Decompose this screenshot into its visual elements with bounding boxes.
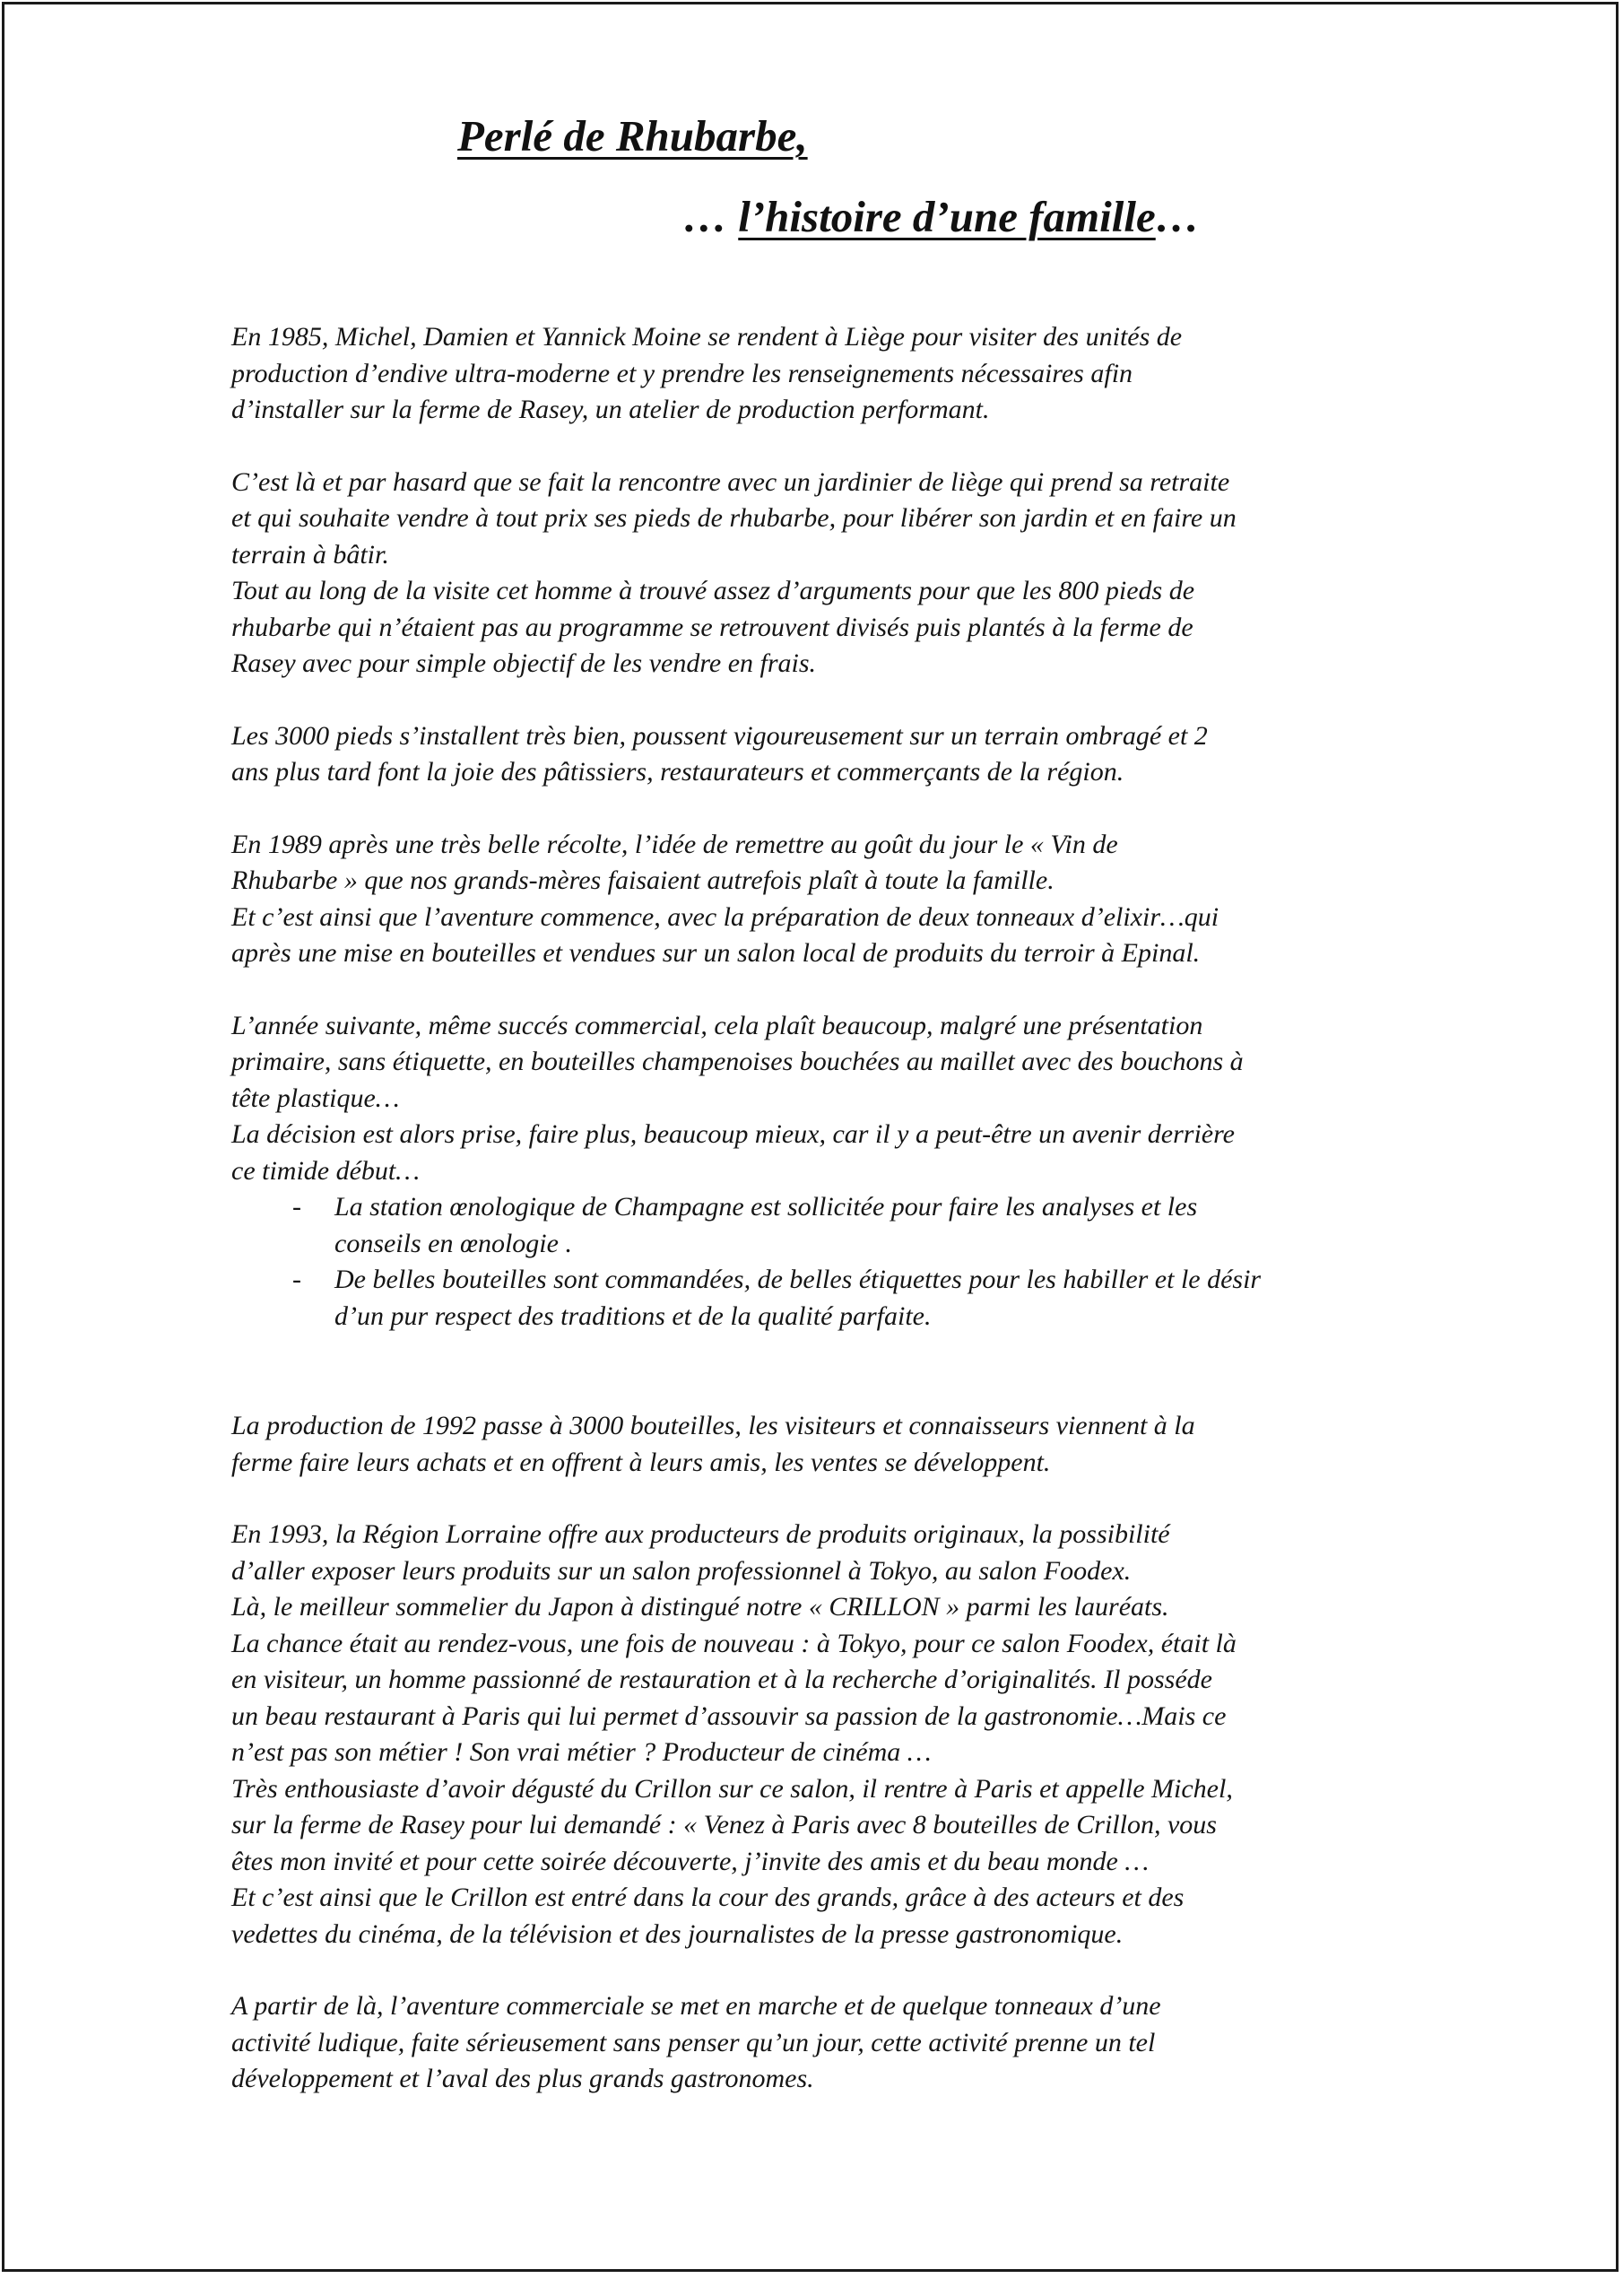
- text-line: La production de 1992 passe à 3000 bouteilles, les visiteurs et connaisseurs viennent à la: [231, 1411, 1195, 1440]
- text-line: Tout au long de la visite cet homme à trouvé assez d’arguments pour que les 800 pieds de: [231, 576, 1195, 605]
- text-line: A partir de là, l’aventure commerciale se met en marche et de quelque tonneaux d’une: [231, 1991, 1161, 2021]
- text-line: ce timide début…: [231, 1155, 420, 1186]
- document-title: Perlé de Rhubarbe,: [457, 111, 808, 161]
- paragraph-annee-suivante: [231, 1008, 1442, 1335]
- text-line: L’année suivante, même succés commercial, cela plaît beaucoup, malgré une présentation: [231, 1010, 1203, 1040]
- text-line: ans plus tard font la joie des pâtissiers, restaurateurs et commerçants de la région.: [231, 757, 1124, 787]
- list-item: [231, 1189, 1442, 1262]
- paragraph-jardinier: [231, 465, 1442, 683]
- text-line: La chance était au rendez-vous, une fois de nouveau : à Tokyo, pour ce salon Foodex, était là: [231, 1628, 1237, 1658]
- text-line: En 1989 après une très belle récolte, l’idée de remettre au goût du jour le « Vin de: [231, 829, 1118, 859]
- text-line: C’est là et par hasard que se fait la rencontre avec un jardinier de liège qui prend sa retraite: [231, 466, 1230, 497]
- paragraph-1992: [231, 1408, 1442, 1481]
- text-line: d’aller exposer leurs produits sur un salon professionnel à Tokyo, au salon Foodex.: [231, 1555, 1132, 1586]
- bullet-dash: -: [292, 1192, 301, 1222]
- paragraph-1989: [231, 827, 1442, 972]
- paragraph-1993: [231, 1517, 1442, 1952]
- text-line: La station œnologique de Champagne est sollicitée pour faire les analyses et les: [334, 1192, 1198, 1222]
- bullet-dash: -: [292, 1265, 301, 1294]
- text-line: En 1985, Michel, Damien et Yannick Moine se rendent à Liège pour visiter des unités de: [231, 322, 1183, 352]
- text-line: développement et l’aval des plus grands gastronomes.: [231, 2064, 814, 2093]
- text-line: après une mise en bouteilles et vendues sur un salon local de produits du terroir à Epinal.: [231, 938, 1201, 968]
- paragraph-conclusion: [231, 1988, 1442, 2098]
- document-body: [231, 319, 1442, 2134]
- text-line: activité ludique, faite sérieusement sans penser qu’un jour, cette activité prenne un tel: [231, 2027, 1156, 2057]
- text-line: primaire, sans étiquette, en bouteilles champenoises bouchées au maillet avec des bouchons à: [231, 1047, 1244, 1076]
- text-line: Là, le meilleur sommelier du Japon à distingué notre « CRILLON » parmi les lauréats.: [231, 1592, 1169, 1622]
- text-line: La décision est alors prise, faire plus, beaucoup mieux, car il y a peut-être un avenir derrière: [231, 1119, 1235, 1149]
- text-line: Et c’est ainsi que l’aventure commence, avec la préparation de deux tonneaux d’elixir…qui: [231, 901, 1219, 932]
- text-line: un beau restaurant à Paris qui lui permet d’assouvir sa passion de la gastronomie…Mais ce: [231, 1700, 1227, 1731]
- text-line: ferme faire leurs achats et en offrent à leurs amis, les ventes se développent.: [231, 1447, 1051, 1477]
- subtitle-ellipsis-start: …: [683, 192, 739, 241]
- text-line: en visiteur, un homme passionné de restauration et à la recherche d’originalités. Il posséde: [231, 1665, 1212, 1694]
- text-line: En 1993, la Région Lorraine offre aux producteurs de produits originaux, la possibilité: [231, 1519, 1170, 1549]
- text-line: n’est pas son métier ! Son vrai métier ? Producteur de cinéma …: [231, 1737, 932, 1767]
- text-line: Très enthousiaste d’avoir dégusté du Crillon sur ce salon, il rentre à Paris et appelle Michel,: [231, 1773, 1233, 1804]
- text-line: rhubarbe qui n’étaient pas au programme se retrouvent divisés puis plantés à la ferme de: [231, 612, 1193, 642]
- text-line: d’installer sur la ferme de Rasey, un atelier de production performant.: [231, 395, 990, 424]
- text-line: Les 3000 pieds s’installent très bien, poussent vigoureusement sur un terrain ombragé et 2: [231, 720, 1208, 751]
- text-line: production d’endive ultra-moderne et y prendre les renseignements nécessaires afin: [231, 358, 1133, 388]
- section-gap: [231, 1335, 1442, 1408]
- subtitle-ellipsis-end: …: [1155, 192, 1200, 241]
- text-line: tête plastique…: [231, 1083, 400, 1113]
- text-line: Et c’est ainsi que le Crillon est entré dans la cour des grands, grâce à des acteurs et des: [231, 1883, 1185, 1912]
- bullet-list: [231, 1189, 1442, 1335]
- text-line: De belles bouteilles sont commandées, de belles étiquettes pour les habiller et le désir: [334, 1265, 1262, 1294]
- paragraph-3000-pieds: [231, 718, 1442, 791]
- text-line: d’un pur respect des traditions et de la qualité parfaite.: [334, 1300, 932, 1331]
- text-line: terrain à bâtir.: [231, 539, 389, 570]
- list-item: [231, 1262, 1442, 1335]
- text-line: et qui souhaite vendre à tout prix ses pieds de rhubarbe, pour libérer son jardin et en faire un: [231, 503, 1237, 533]
- text-line: êtes mon invité et pour cette soirée découverte, j’invite des amis et du beau monde …: [231, 1846, 1150, 1876]
- subtitle-text: l’histoire d’une famille: [738, 192, 1156, 241]
- text-line: vedettes du cinéma, de la télévision et des journalistes de la presse gastronomique.: [231, 1918, 1124, 1949]
- paragraph-1985: [231, 319, 1442, 429]
- text-line: Rhubarbe » que nos grands-mères faisaient autrefois plaît à toute la famille.: [231, 865, 1055, 895]
- text-line: Rasey avec pour simple objectif de les vendre en frais.: [231, 648, 817, 678]
- text-line: sur la ferme de Rasey pour lui demandé : « Venez à Paris avec 8 bouteilles de Crillon, vous: [231, 1810, 1217, 1839]
- text-line: conseils en œnologie .: [334, 1228, 572, 1258]
- document-subtitle: [683, 190, 1200, 244]
